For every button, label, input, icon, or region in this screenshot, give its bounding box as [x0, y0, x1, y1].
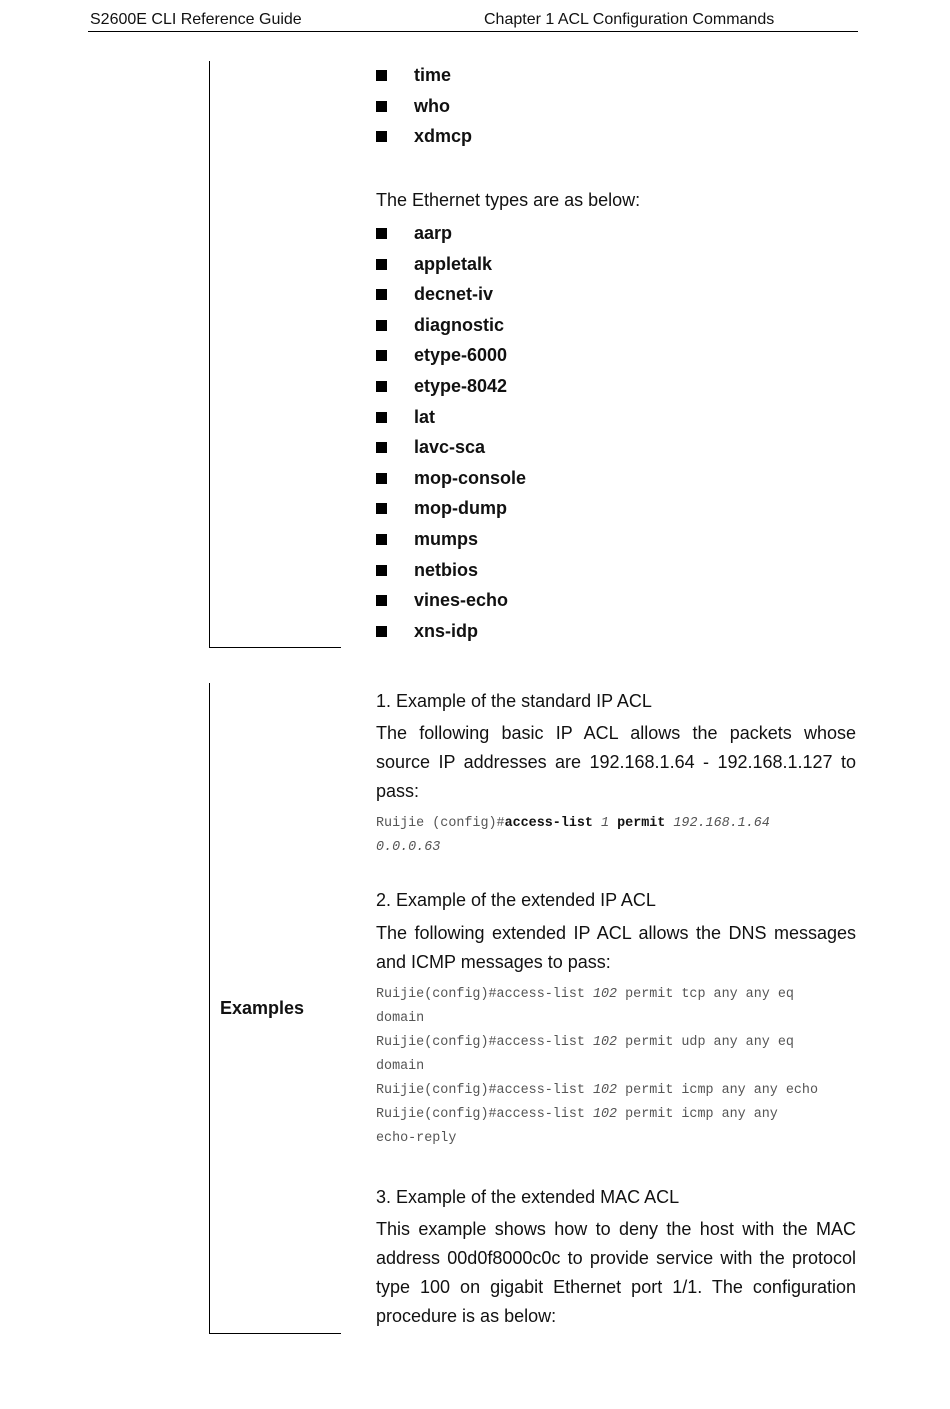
bullet-icon: [376, 626, 387, 637]
list-item: mumps: [376, 524, 856, 555]
example-1-command: Ruijie (config)#access-list 1 permit 192.168.1.64 0.0.0.63: [376, 816, 770, 855]
list-item: mop-dump: [376, 493, 856, 524]
bullet-icon: [376, 350, 387, 361]
table-left-border-top: [209, 61, 210, 648]
list-item: decnet-iv: [376, 279, 856, 310]
keyword-list: [376, 60, 856, 152]
table-left-border-examples: [209, 683, 210, 1334]
bullet-icon: [376, 228, 387, 239]
example-2-title: 2. Example of the extended IP ACL: [376, 890, 656, 910]
list-item: time: [376, 60, 856, 91]
list-item: appletalk: [376, 249, 856, 280]
bullet-icon: [376, 473, 387, 484]
table-row-divider-top: [209, 647, 341, 648]
list-item: lat: [376, 402, 856, 433]
bullet-icon: [376, 70, 387, 81]
bullet-icon: [376, 442, 387, 453]
example-1-description: The following basic IP ACL allows the packets whose source IP addresses are 192.168.1.64 - 192.168.1.127 to pass:: [376, 723, 856, 801]
example-3-title: 3. Example of the extended MAC ACL: [376, 1187, 680, 1207]
list-item: aarp: [376, 218, 856, 249]
bullet-icon: [376, 289, 387, 300]
example-1-title: 1. Example of the standard IP ACL: [376, 691, 652, 711]
header-chapter-title: Chapter 1 ACL Configuration Commands: [484, 11, 775, 28]
bullet-icon: [376, 320, 387, 331]
header-guide-title: S2600E CLI Reference Guide: [90, 11, 302, 28]
example-2-description: The following extended IP ACL allows the DNS messages and ICMP messages to pass:: [376, 923, 856, 972]
ethernet-type-list: [376, 218, 856, 646]
list-item: xdmcp: [376, 121, 856, 152]
example-3-description: This example shows how to deny the host with the MAC address 00d0f8000c0c to provide service with the protocol type 100 on gigabit Ethernet port 1/1. The configuration procedure is as below:: [376, 1219, 856, 1326]
bullet-icon: [376, 101, 387, 112]
bullet-icon: [376, 595, 387, 606]
list-item: vines-echo: [376, 585, 856, 616]
list-item: lavc-sca: [376, 432, 856, 463]
ethernet-intro: The Ethernet types are as below:: [376, 190, 641, 210]
table-row-divider-examples: [209, 1333, 341, 1334]
list-item: etype-6000: [376, 340, 856, 371]
examples-label: Examples: [220, 998, 305, 1018]
bullet-icon: [376, 259, 387, 270]
list-item: mop-console: [376, 463, 856, 494]
list-item: etype-8042: [376, 371, 856, 402]
header-rule: [88, 31, 858, 32]
list-item: diagnostic: [376, 310, 856, 341]
list-item: who: [376, 91, 856, 122]
bullet-icon: [376, 131, 387, 142]
list-item: xns-idp: [376, 616, 856, 647]
bullet-icon: [376, 381, 387, 392]
example-2-commands: Ruijie(config)#access-list 102 permit tcp any any eq domain Ruijie(config)#access-list 102 permit udp any any eq domain Ruijie(config)#access-list 102 permit icmp any any echo Ruijie(config)#access-list 102 permit icmp any any echo-reply: [376, 987, 818, 1146]
list-item: netbios: [376, 555, 856, 586]
bullet-icon: [376, 565, 387, 576]
bullet-icon: [376, 534, 387, 545]
bullet-icon: [376, 412, 387, 423]
bullet-icon: [376, 503, 387, 514]
